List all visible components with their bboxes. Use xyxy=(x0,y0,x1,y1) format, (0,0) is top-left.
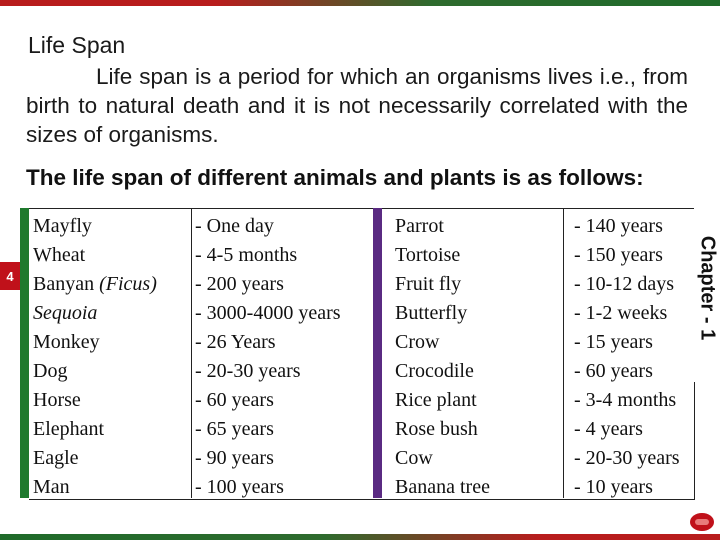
life-span-value: - 4-5 months xyxy=(195,244,298,266)
organism-name: Eagle xyxy=(33,447,79,469)
organism-name: Fruit fly xyxy=(395,273,462,295)
table-lead-sentence: The life span of different animals and plants is as follows: xyxy=(26,165,644,190)
organism-name: Rice plant xyxy=(395,389,477,411)
organism-name: Banana tree xyxy=(395,476,490,498)
life-span-value: - 1-2 weeks xyxy=(574,302,668,324)
left-accent-bar xyxy=(20,208,29,498)
logo-icon xyxy=(690,513,714,531)
organism-name: Cow xyxy=(395,447,433,469)
life-span-value: - 65 years xyxy=(195,418,274,440)
column-divider xyxy=(191,208,192,498)
life-span-table xyxy=(29,208,705,502)
organism-name: Horse xyxy=(33,389,81,411)
life-span-value: - 4 years xyxy=(574,418,643,440)
organism-name: Rose bush xyxy=(395,418,478,440)
organism-name: Butterfly xyxy=(395,302,468,324)
life-span-value: - 15 years xyxy=(574,331,653,353)
organism-name xyxy=(29,270,191,299)
bottom-decorative-bar xyxy=(0,534,720,540)
life-span-value: - 3-4 months xyxy=(574,389,677,411)
organism-name: Wheat xyxy=(33,244,86,266)
life-span-value: - 200 years xyxy=(195,273,284,295)
table-row xyxy=(29,299,705,328)
table-row xyxy=(29,357,705,386)
table-row xyxy=(29,473,705,502)
organism-name: Monkey xyxy=(33,331,100,353)
life-span-value: - 60 years xyxy=(195,389,274,411)
page-number-badge xyxy=(0,262,20,290)
table-row xyxy=(29,328,705,357)
page-number: 4 xyxy=(6,268,14,284)
table-row xyxy=(29,270,705,299)
table-row xyxy=(29,415,705,444)
life-span-value: - 20-30 years xyxy=(195,360,301,382)
slide-title: Life Span xyxy=(28,32,126,58)
center-accent-bar xyxy=(373,208,382,498)
life-span-value: - 150 years xyxy=(574,244,663,266)
organism-name: Crocodile xyxy=(395,360,474,382)
logo-mark xyxy=(695,519,709,525)
organism-name-scientific: (Ficus) xyxy=(99,273,157,295)
life-span-value: - 10 years xyxy=(574,476,653,498)
organism-name: Man xyxy=(33,476,70,498)
organism-name: Mayfly xyxy=(33,215,92,237)
life-span-value: - 90 years xyxy=(195,447,274,469)
organism-name: Dog xyxy=(33,360,68,382)
chapter-label: Chapter - 1 xyxy=(696,235,719,341)
intro-text: Life span is a period for which an organisms lives i.e., from birth to natural death and it is not necessarily correlated with the sizes of organisms. xyxy=(26,64,688,147)
life-span-table-body xyxy=(29,208,705,502)
organism-name: Crow xyxy=(395,331,440,353)
life-span-value: - 20-30 years xyxy=(574,447,680,469)
table-row xyxy=(29,386,705,415)
table-row xyxy=(29,241,705,270)
organism-name xyxy=(29,299,191,328)
organism-name-scientific: Sequoia xyxy=(33,302,98,324)
organism-name: Elephant xyxy=(33,418,105,440)
top-decorative-bar xyxy=(0,0,720,6)
intro-paragraph xyxy=(26,62,688,149)
life-span-value: - 140 years xyxy=(574,215,663,237)
organism-name-common: Banyan xyxy=(33,273,100,295)
life-span-value: - 60 years xyxy=(574,360,653,382)
column-divider xyxy=(563,208,564,498)
life-span-value: - One day xyxy=(195,215,274,237)
organism-name: Tortoise xyxy=(395,244,461,266)
life-span-value: - 26 Years xyxy=(195,331,276,353)
organism-name: Parrot xyxy=(395,215,444,237)
life-span-value: - 10-12 days xyxy=(574,273,674,295)
table-row xyxy=(29,208,705,241)
life-span-value: - 100 years xyxy=(195,476,284,498)
life-span-value: - 3000-4000 years xyxy=(195,302,341,324)
table-row xyxy=(29,444,705,473)
